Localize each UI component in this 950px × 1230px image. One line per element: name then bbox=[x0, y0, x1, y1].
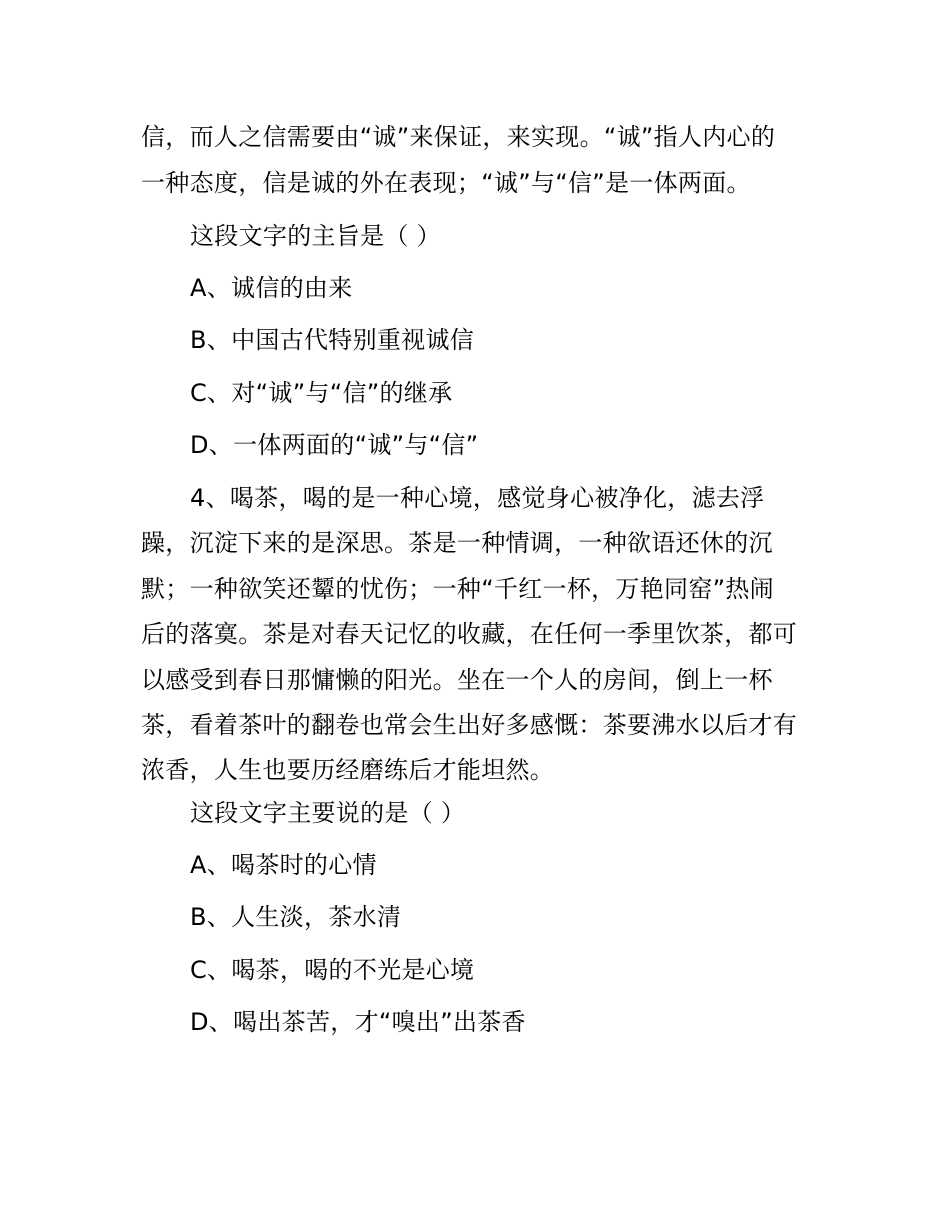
q4-option-b: B、人生淡，茶水清 bbox=[190, 903, 402, 931]
q4-option-a: A、喝茶时的心情 bbox=[190, 851, 377, 879]
q3-passage-line-2: 一种态度，信是诚的外在表现；“诚”与“信”是一体两面。 bbox=[141, 169, 751, 197]
q3-option-c: C、对“诚”与“信”的继承 bbox=[190, 379, 453, 407]
q4-option-d: D、喝出茶苦，才“嗅出”出茶香 bbox=[190, 1008, 526, 1036]
q3-option-b: B、中国古代特别重视诚信 bbox=[190, 326, 475, 354]
q3-option-d: D、一体两面的“诚”与“信” bbox=[190, 431, 479, 459]
q3-question: 这段文字的主旨是（ ） bbox=[190, 222, 441, 250]
q4-passage-line-4: 后的落寞。茶是对春天记忆的收藏，在任何一季里饮茶，都可 bbox=[141, 620, 798, 648]
q3-passage-line-1: 信，而人之信需要由“诚”来保证，来实现。“诚”指人内心的 bbox=[141, 123, 776, 151]
q4-passage-line-3: 默；一种欲笑还颦的忧伤；一种“千红一杯，万艳同窑”热闹 bbox=[141, 575, 774, 603]
q4-passage-line-6: 茶，看着茶叶的翻卷也常会生出好多感慨：茶要沸水以后才有 bbox=[141, 711, 798, 739]
q4-question: 这段文字主要说的是（ ） bbox=[190, 799, 466, 827]
q4-passage-line-2: 躁，沉淀下来的是深思。茶是一种情调，一种欲语还休的沉 bbox=[141, 529, 773, 557]
q4-option-c: C、喝茶，喝的不光是心境 bbox=[190, 956, 475, 984]
q4-passage-line-1: 4、喝茶，喝的是一种心境，感觉身心被净化，滤去浮 bbox=[190, 484, 765, 512]
q4-passage-line-5: 以感受到春日那慵懒的阳光。坐在一个人的房间，倒上一杯 bbox=[141, 666, 773, 694]
q4-passage-line-7: 浓香，人生也要历经磨练后才能坦然。 bbox=[141, 756, 555, 784]
q3-option-a: A、诚信的由来 bbox=[190, 274, 353, 302]
